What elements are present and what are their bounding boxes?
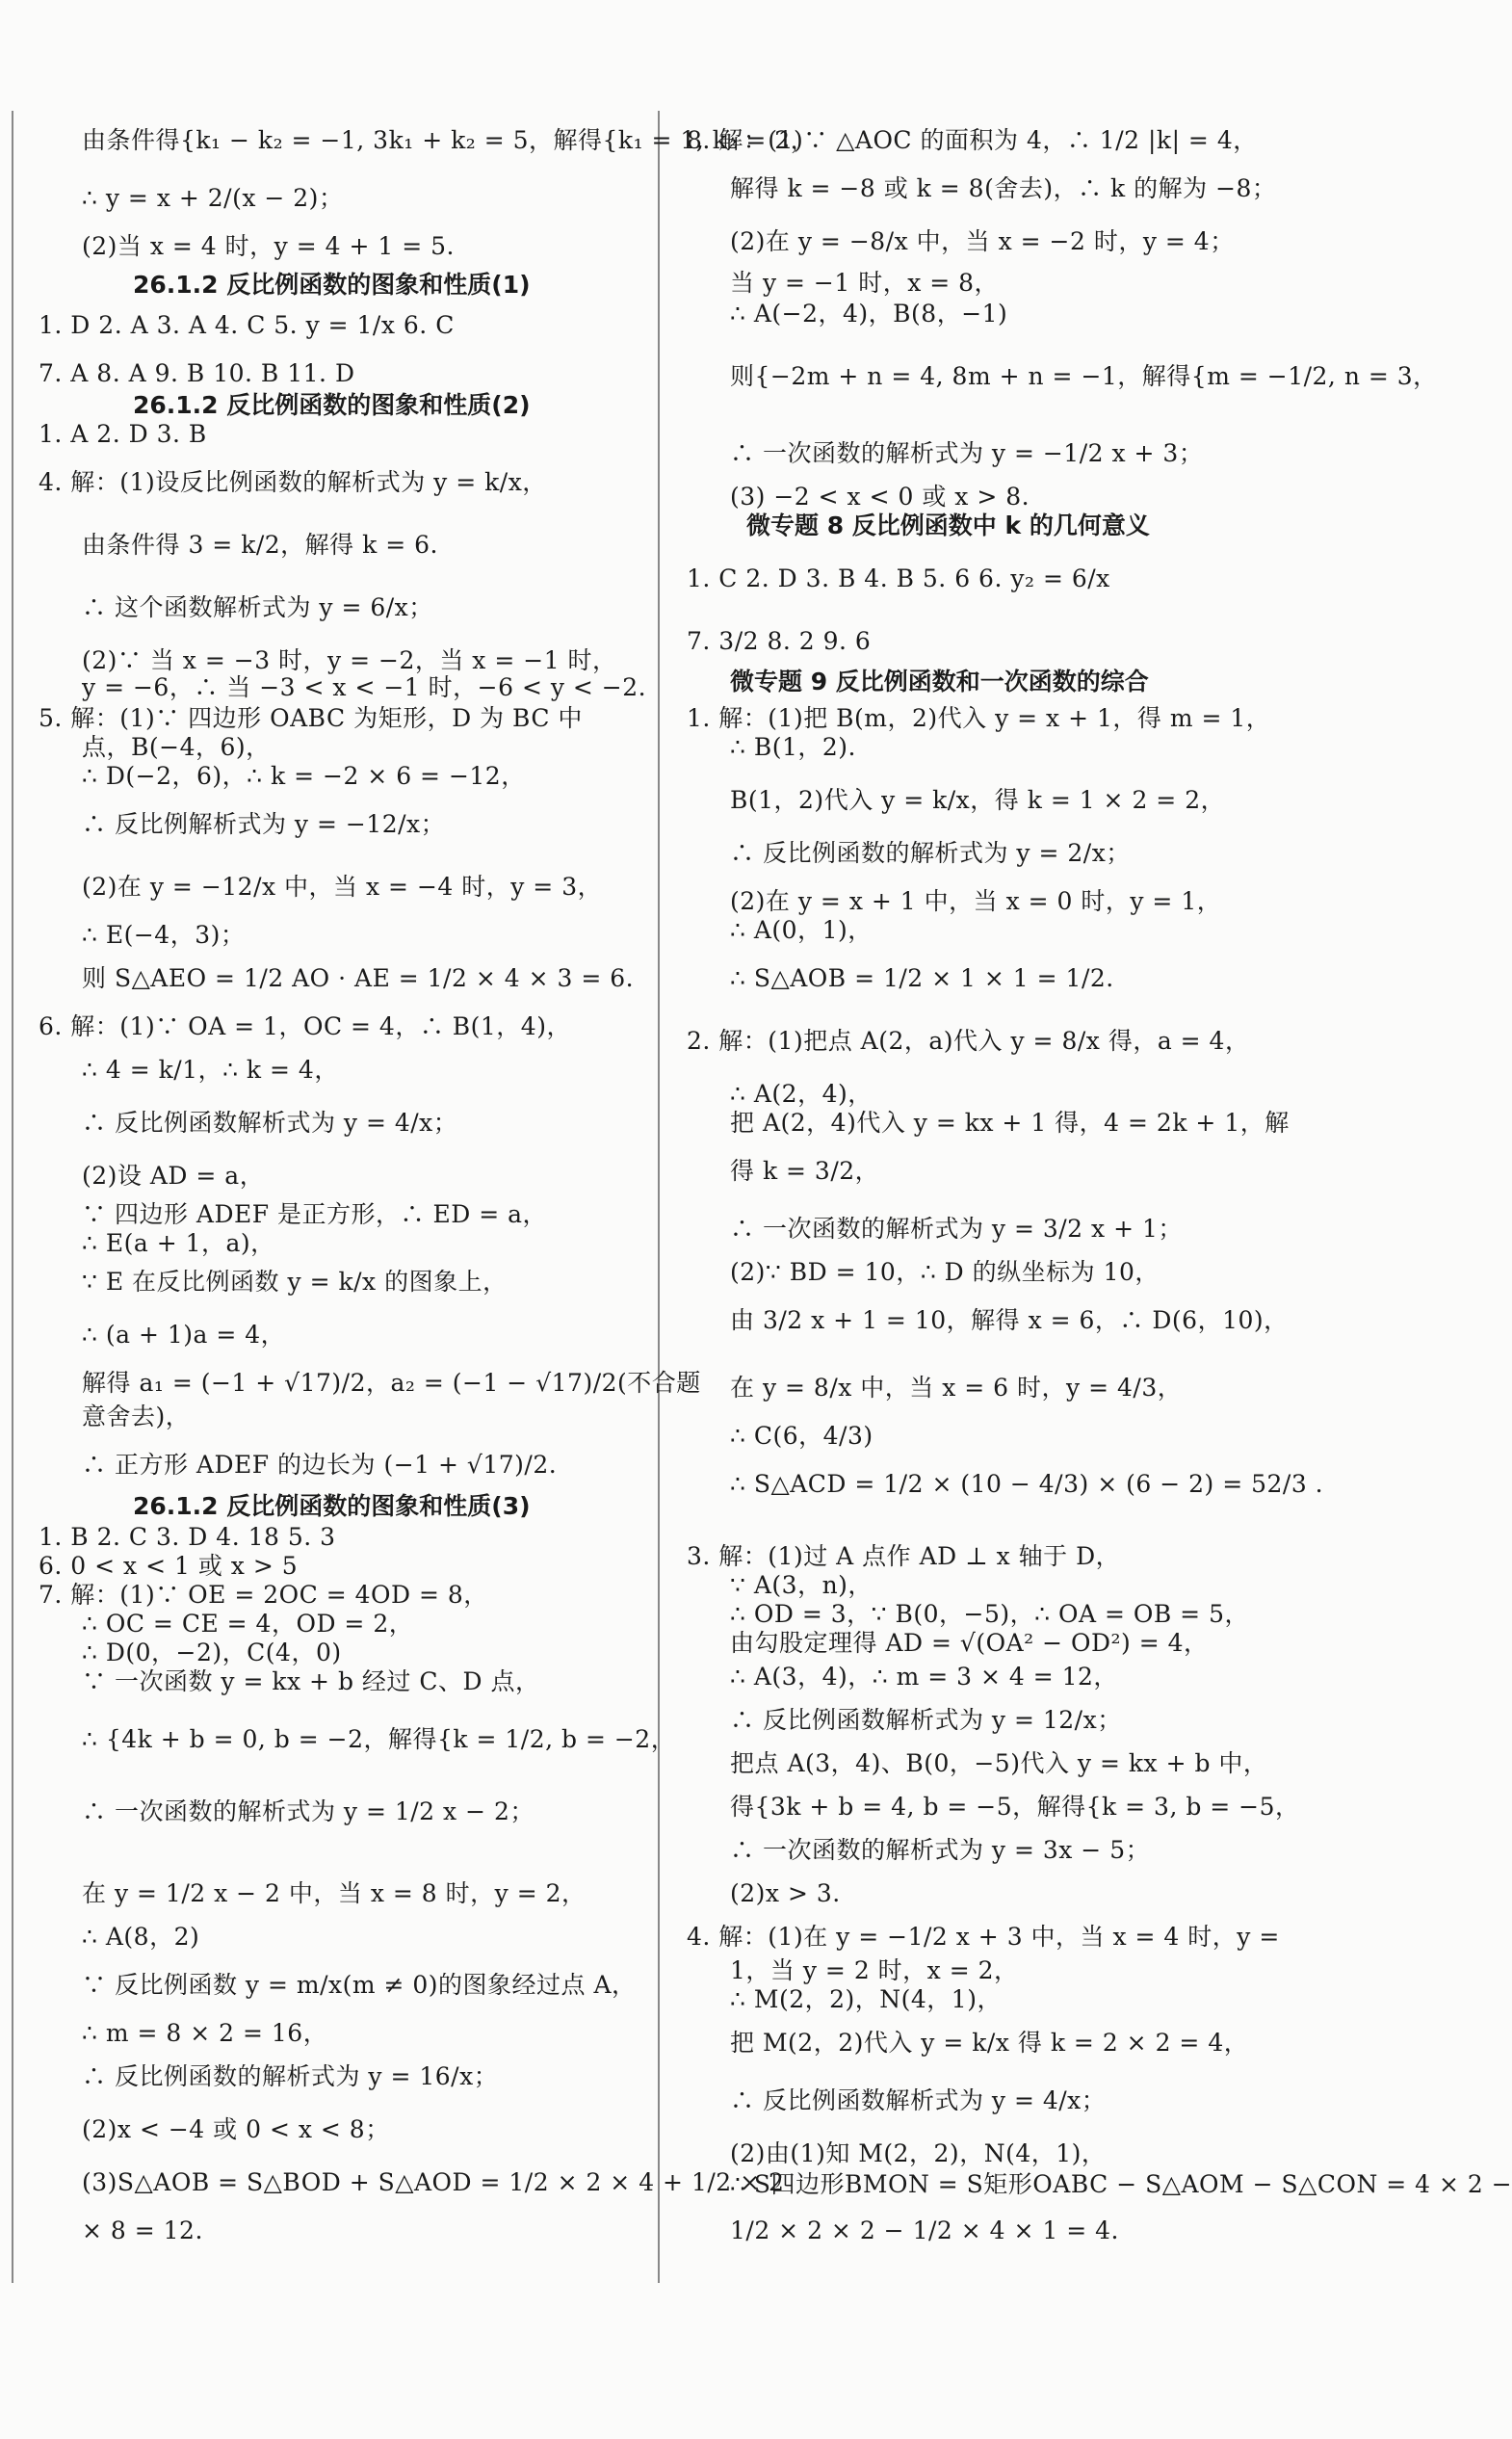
left-text-line: 解得 a₁ = (−1 + √17)/2，a₂ = (−1 − √17)/2(不合题 <box>82 1369 701 1397</box>
right-text-line: 在 y = 8/x 中，当 x = 6 时，y = 4/3， <box>730 1374 1183 1402</box>
right-text-line: 1. 解：(1)把 B(m，2)代入 y = x + 1，得 m = 1， <box>687 704 1271 732</box>
right-text-line: 得{3k + b = 4, b = −5，解得{k = 3, b = −5， <box>730 1793 1300 1821</box>
right-text-line: 2. 解：(1)把点 A(2，a)代入 y = 8/x 得，a = 4， <box>687 1027 1250 1055</box>
right-section-heading: 微专题 9 反比例函数和一次函数的综合 <box>730 668 1149 695</box>
right-text-line: 把 M(2，2)代入 y = k/x 得 k = 2 × 2 = 4， <box>730 2029 1249 2057</box>
right-text-line: ∴ 一次函数的解析式为 y = −1/2 x + 3； <box>730 439 1204 467</box>
left-text-line: 1. B 2. C 3. D 4. 18 5. 3 <box>39 1523 336 1551</box>
right-text-line: 得 k = 3/2， <box>730 1157 880 1185</box>
left-text-line: ∴ 正方形 ADEF 的边长为 (−1 + √17)/2. <box>82 1451 558 1479</box>
left-text-line: ∴ A(8，2) <box>82 1923 200 1951</box>
left-text-line: ∴ 4 = k/1，∴ k = 4， <box>82 1056 339 1084</box>
right-text-line: 把 A(2，4)代入 y = kx + 1 得，4 = 2k + 1，解 <box>730 1109 1290 1137</box>
left-text-line: 4. 解：(1)设反比例函数的解析式为 y = k/x， <box>39 468 547 496</box>
left-text-line: ∵ 四边形 ADEF 是正方形，∴ ED = a， <box>82 1200 548 1228</box>
right-text-line: 解得 k = −8 或 k = 8(舍去)，∴ k 的解为 −8； <box>730 174 1277 202</box>
left-section-heading: 26.1.2 反比例函数的图象和性质(2) <box>133 391 531 419</box>
left-text-line: (2)当 x = 4 时，y = 4 + 1 = 5. <box>82 232 455 260</box>
left-text-line: 6. 解：(1)∵ OA = 1，OC = 4，∴ B(1，4)， <box>39 1012 571 1040</box>
left-text-line: ∴ 反比例函数的解析式为 y = 16/x； <box>82 2062 499 2090</box>
left-text-line: ∴ E(a + 1，a)， <box>82 1229 275 1257</box>
right-text-line: 8. 解：(1)∵ △AOC 的面积为 4，∴ 1/2 |k| = 4， <box>687 126 1258 154</box>
left-text-line: ∴ D(0，−2)，C(4，0) <box>82 1639 342 1666</box>
right-text-line: B(1，2)代入 y = k/x，得 k = 1 × 2 = 2， <box>730 786 1226 814</box>
left-text-line: y = −6，∴ 当 −3 < x < −1 时，−6 < y < −2. <box>82 673 647 701</box>
right-text-line: 7. 3/2 8. 2 9. 6 <box>687 627 872 655</box>
right-text-line: ∴ A(3，4)，∴ m = 3 × 4 = 12， <box>730 1663 1118 1691</box>
right-text-line: ∴ 一次函数的解析式为 y = 3x − 5； <box>730 1836 1151 1864</box>
right-text-line: ∴ 反比例函数解析式为 y = 4/x； <box>730 2086 1107 2114</box>
right-text-line: ∴ 反比例函数的解析式为 y = 2/x； <box>730 839 1131 867</box>
left-text-line: ∴ OC = CE = 4，OD = 2， <box>82 1610 414 1638</box>
left-text-line: ∴ D(−2，6)，∴ k = −2 × 6 = −12， <box>82 762 526 790</box>
left-text-line: 6. 0 < x < 1 或 x > 5 <box>39 1552 299 1580</box>
left-text-line: ∴ 这个函数解析式为 y = 6/x； <box>82 593 433 621</box>
left-text-line: ∴ (a + 1)a = 4， <box>82 1321 286 1349</box>
right-text-line: 4. 解：(1)在 y = −1/2 x + 3 中，当 x = 4 时，y = <box>687 1923 1280 1951</box>
left-text-line: ∴ {4k + b = 0, b = −2，解得{k = 1/2, b = −2， <box>82 1725 676 1753</box>
right-text-line: 把点 A(3，4)、B(0，−5)代入 y = kx + b 中， <box>730 1749 1268 1777</box>
left-margin-rule <box>12 111 13 2283</box>
left-text-line: (2)∵ 当 x = −3 时，y = −2，当 x = −1 时， <box>82 646 617 674</box>
right-text-line: (2)在 y = x + 1 中，当 x = 0 时，y = 1， <box>730 887 1222 915</box>
left-text-line: 在 y = 1/2 x − 2 中，当 x = 8 时，y = 2， <box>82 1879 587 1907</box>
right-text-line: 1. C 2. D 3. B 4. B 5. 6 6. y₂ = 6/x <box>687 564 1110 592</box>
left-text-line: 由条件得{k₁ − k₂ = −1, 3k₁ + k₂ = 5，解得{k₁ = 1, k₂ = 2， <box>82 126 816 154</box>
left-text-line: × 8 = 12. <box>82 2216 203 2244</box>
left-text-line: ∵ 反比例函数 y = m/x(m ≠ 0)的图象经过点 A， <box>82 1971 637 1999</box>
right-text-line: ∴ C(6，4/3) <box>730 1422 873 1450</box>
right-text-line: ∴ A(2，4)， <box>730 1080 873 1108</box>
right-text-line: (3) −2 < x < 0 或 x > 8. <box>730 483 1030 511</box>
left-text-line: ∵ E 在反比例函数 y = k/x 的图象上， <box>82 1268 508 1296</box>
right-text-line: 则{−2m + n = 4, 8m + n = −1，解得{m = −1/2, n = 3， <box>730 362 1438 390</box>
right-text-line: ∴ 反比例函数解析式为 y = 12/x； <box>730 1706 1122 1734</box>
right-text-line: ∴ S△AOB = 1/2 × 1 × 1 = 1/2. <box>730 964 1114 992</box>
right-text-line: 当 y = −1 时，x = 8， <box>730 269 1000 297</box>
right-text-line: ∴ A(−2，4)，B(8，−1) <box>730 300 1008 328</box>
left-text-line: (2)x < −4 或 0 < x < 8； <box>82 2115 390 2143</box>
right-text-line: ∴ S四边形BMON = S矩形OABC − S△AOM − S△CON = 4 × 2 − <box>730 2170 1512 2198</box>
right-text-line: ∴ S△ACD = 1/2 × (10 − 4/3) × (6 − 2) = 52/3 . <box>730 1470 1324 1498</box>
left-text-line: (3)S△AOB = S△BOD + S△AOD = 1/2 × 2 × 4 + 1/2 × 2 <box>82 2168 785 2196</box>
right-section-heading: 微专题 8 反比例函数中 k 的几何意义 <box>746 511 1150 539</box>
right-text-line: ∵ A(3，n)， <box>730 1571 873 1599</box>
right-text-line: 1，当 y = 2 时，x = 2， <box>730 1956 1019 1984</box>
left-text-line: (2)在 y = −12/x 中，当 x = −4 时，y = 3， <box>82 873 603 901</box>
left-text-line: 1. A 2. D 3. B <box>39 420 207 448</box>
left-text-line: ∴ 反比例解析式为 y = −12/x； <box>82 810 446 838</box>
left-text-line: 7. 解：(1)∵ OE = 2OC = 4OD = 8， <box>39 1581 488 1609</box>
right-text-line: (2)在 y = −8/x 中，当 x = −2 时，y = 4； <box>730 227 1235 255</box>
left-text-line: 5. 解：(1)∵ 四边形 OABC 为矩形，D 为 BC 中 <box>39 704 583 732</box>
left-text-line: ∴ 反比例函数解析式为 y = 4/x； <box>82 1109 458 1137</box>
right-text-line: (2)∵ BD = 10，∴ D 的纵坐标为 10， <box>730 1258 1160 1286</box>
left-text-line: 7. A 8. A 9. B 10. B 11. D <box>39 359 355 387</box>
right-text-line: 1/2 × 2 × 2 − 1/2 × 4 × 1 = 4. <box>730 2216 1119 2244</box>
right-text-line: ∴ OD = 3，∵ B(0，−5)，∴ OA = OB = 5， <box>730 1600 1249 1628</box>
left-text-line: ∵ 一次函数 y = kx + b 经过 C、D 点， <box>82 1667 540 1695</box>
right-text-line: ∴ B(1，2). <box>730 733 856 761</box>
right-text-line: (2)由(1)知 M(2，2)，N(4，1)， <box>730 2139 1107 2167</box>
column-divider <box>658 111 660 2283</box>
right-text-line: (2)x > 3. <box>730 1879 841 1907</box>
left-text-line: 1. D 2. A 3. A 4. C 5. y = 1/x 6. C <box>39 311 455 339</box>
left-text-line: ∴ m = 8 × 2 = 16， <box>82 2019 328 2047</box>
right-text-line: ∴ M(2，2)，N(4，1)， <box>730 1985 1002 2013</box>
right-text-line: 由 3/2 x + 1 = 10，解得 x = 6，∴ D(6，10)， <box>730 1306 1289 1334</box>
left-section-heading: 26.1.2 反比例函数的图象和性质(1) <box>133 271 531 299</box>
left-text-line: ∴ E(−4，3)； <box>82 921 246 949</box>
right-text-line: ∴ A(0，1)， <box>730 916 873 944</box>
left-text-line: 意舍去)， <box>82 1403 191 1430</box>
left-text-line: ∴ y = x + 2/(x − 2)； <box>82 184 344 212</box>
right-text-line: 由勾股定理得 AD = √(OA² − OD²) = 4， <box>730 1629 1209 1657</box>
left-text-line: 点，B(−4，6)， <box>82 733 271 761</box>
right-text-line: 3. 解：(1)过 A 点作 AD ⊥ x 轴于 D， <box>687 1542 1121 1570</box>
left-text-line: ∴ 一次函数的解析式为 y = 1/2 x − 2； <box>82 1797 534 1825</box>
right-text-line: ∴ 一次函数的解析式为 y = 3/2 x + 1； <box>730 1215 1183 1243</box>
left-text-line: (2)设 AD = a， <box>82 1162 265 1190</box>
left-text-line: 由条件得 3 = k/2，解得 k = 6. <box>82 531 438 559</box>
left-section-heading: 26.1.2 反比例函数的图象和性质(3) <box>133 1492 531 1520</box>
left-text-line: 则 S△AEO = 1/2 AO · AE = 1/2 × 4 × 3 = 6. <box>82 964 635 992</box>
